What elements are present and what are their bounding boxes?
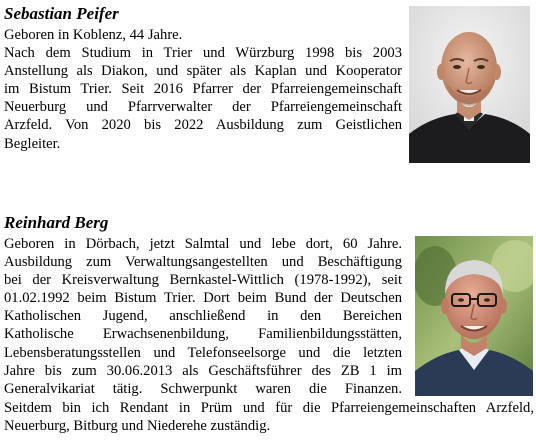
bio-line: Katholischen Jugend, anschließend in den Bereichen — [4, 308, 402, 325]
person-bio-sebastian-peifer — [4, 26, 402, 153]
bio-line: Neuerburg, Bitburg und Niederehe zuständig. — [4, 418, 271, 435]
person-name-reinhard-berg: Reinhard Berg — [4, 213, 109, 232]
bio-line: Lebensberatungsstellen und Telefonseelsorge und die letzten — [4, 344, 402, 361]
bio-line: Katholische Erwachsenenbildung, Familienbildungsstätten, — [4, 326, 402, 343]
bio-line: Jahre bis zum 30.06.2013 als Geschäftsführer des ZB 1 im — [4, 362, 402, 379]
bio-line: Seitdem bin ich Rendant in Prüm und für die Pfarreiengemeinschaften Arzfeld, — [4, 400, 534, 416]
bio-line: Anstellung als Diakon, und später als Kaplan und Kooperator — [4, 63, 402, 80]
bio-line: im Bistum Trier. Seit 2016 Pfarrer der Pfarreiengemeinschaft — [4, 81, 402, 98]
bio-line: Nach dem Studium in Trier und Würzburg 1998 bis 2003 — [4, 45, 402, 62]
portrait-photo-sebastian-peifer — [409, 6, 530, 163]
bio-line: Geboren in Koblenz, 44 Jahre. — [4, 27, 183, 43]
bio-line: Neuerburg und Pfarrverwalter der Pfarreiengemeinschaft — [4, 99, 402, 116]
person-name-sebastian-peifer: Sebastian Peifer — [4, 4, 119, 23]
bio-line: Geboren in Dörbach, jetzt Salmtal und lebe dort, 60 Jahre. — [4, 236, 402, 252]
bio-line: Generalvikariat tätig. Schwerpunkt waren die Finanzen. — [4, 380, 402, 397]
bio-line: Arzfeld. Von 2020 bis 2022 Ausbildung zum Geistlichen — [4, 117, 402, 134]
portrait-image — [415, 236, 533, 396]
portrait-photo-reinhard-berg — [415, 236, 533, 396]
person-bio-reinhard-berg — [4, 235, 402, 398]
bio-line: Begleiter. — [4, 135, 61, 152]
bio-line: bei der Kreisverwaltung Bernkastel-Wittlich (1978-1992), seit — [4, 272, 402, 289]
person-bio-reinhard-berg-continued — [4, 399, 534, 435]
bio-line: 01.02.1992 beim Bistum Trier. Dort beim Bund der Deutschen — [4, 290, 402, 307]
bio-line: Ausbildung zum Verwaltungsangestellten und Beschäftigung — [4, 254, 402, 271]
portrait-image — [409, 6, 530, 163]
